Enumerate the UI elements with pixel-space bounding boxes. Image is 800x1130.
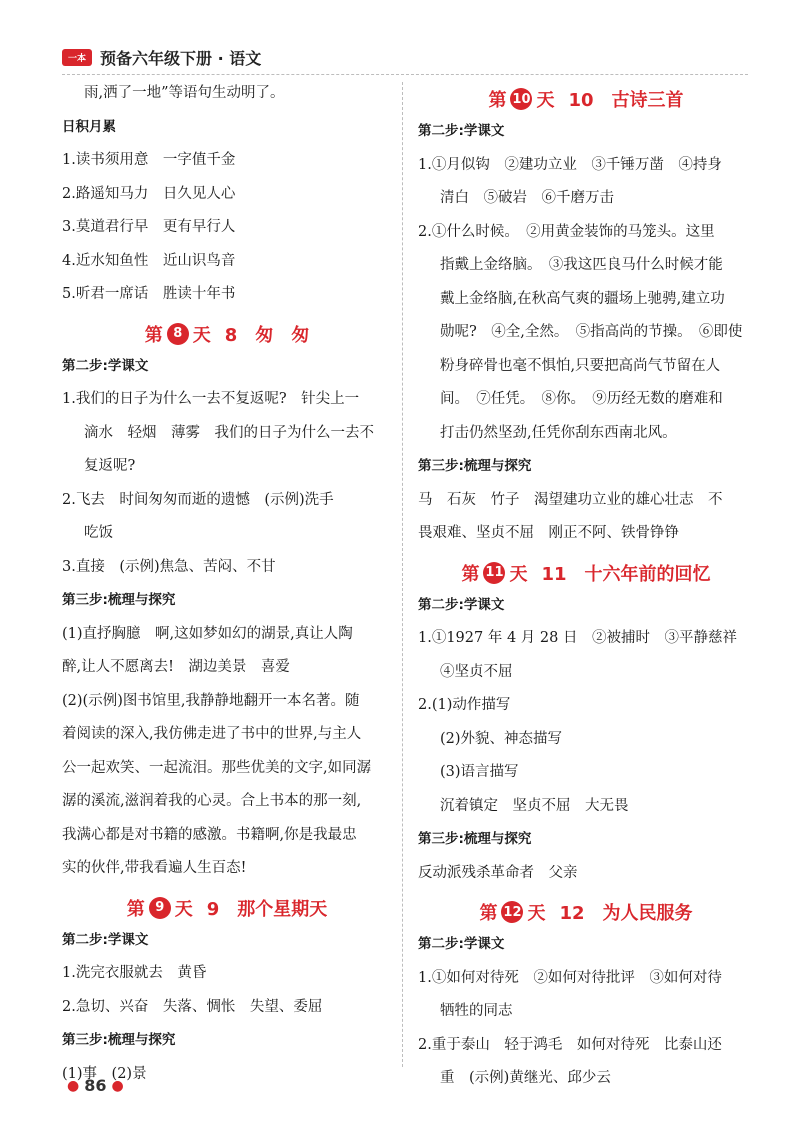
answer-line: 1.①1927 年 4 月 28 日 ②被捕时 ③平静慈祥 <box>418 630 737 646</box>
step-heading: 第三步:梳理与探究 <box>418 831 532 847</box>
step-heading: 第二步:学课文 <box>62 357 149 374</box>
answer-line: 戴上金络脑,在秋高气爽的疆场上驰骋,建立功 <box>440 290 725 307</box>
step-heading: 第三步:梳理与探究 <box>418 458 532 474</box>
answer-line: 2.飞去 时间匆匆而逝的遗憾 (示例)洗手 <box>62 491 334 508</box>
answer-line: 2.路遥知马力 日久见人心 <box>62 185 236 202</box>
day-suffix: 天 <box>509 563 528 585</box>
answer-line: 3.直接 (示例)焦急、苦闷、不甘 <box>62 558 276 575</box>
day-prefix: 第 <box>488 90 507 111</box>
answer-line: 1.①月似钩 ②建功立业 ③千锤万凿 ④持身 <box>418 156 722 173</box>
answer-line: 1.洗完衣服就去 黄昏 <box>62 965 207 981</box>
lesson-title: 8 匆 匆 <box>224 324 310 346</box>
day-11-title <box>418 558 754 588</box>
day-10-title <box>418 84 754 114</box>
answer-line: 勋呢? ④全,全然。 ⑤指高尚的节操。 ⑥即使 <box>440 324 743 340</box>
lesson-title: 9 那个星期天 <box>206 898 328 920</box>
step-heading: 第二步:学课文 <box>418 936 505 952</box>
day-9-title <box>62 893 392 923</box>
day-prefix: 第 <box>479 903 498 924</box>
day-number-badge: 10 <box>510 88 532 110</box>
day-suffix: 天 <box>174 898 193 920</box>
section-heading-riji: 日积月累 <box>62 118 116 135</box>
answer-line: 公一起欢笑、一起流泪。那些优美的文字,如同潺 <box>62 759 372 776</box>
answer-line: (3)语言描写 <box>440 764 519 780</box>
day-number-badge: 9 <box>149 897 171 919</box>
day-suffix: 天 <box>536 90 555 111</box>
answer-line: ④坚贞不屈 <box>440 663 513 680</box>
bullet-dot-icon: ● <box>111 1077 124 1094</box>
answer-line: 4.近水知鱼性 近山识鸟音 <box>62 252 236 269</box>
lesson-title: 12 为人民服务 <box>559 903 693 924</box>
answer-line: 沉着镇定 坚贞不屈 大无畏 <box>440 797 629 814</box>
answer-line: 马 石灰 竹子 渴望建功立业的雄心壮志 不 <box>418 491 723 508</box>
left-column <box>62 84 392 1098</box>
lesson-title: 11 十六年前的回忆 <box>541 563 711 585</box>
answer-line: 2.①什么时候。 ②用黄金装饰的马笼头。这里 <box>418 223 715 240</box>
answer-line: 清白 ⑤破岩 ⑥千磨万击 <box>440 190 614 206</box>
day-prefix: 第 <box>144 324 163 346</box>
answer-line: 2.急切、兴奋 失落、惆怅 失望、委屈 <box>62 998 323 1015</box>
answer-line: 牺牲的同志 <box>440 1003 513 1019</box>
answer-line: 潺的溪流,滋润着我的心灵。合上书本的那一刻, <box>62 793 362 809</box>
day-number-badge: 12 <box>501 901 523 923</box>
answer-line: 3.莫道君行早 更有早行人 <box>62 219 236 235</box>
page-header <box>62 44 261 70</box>
day-number-badge: 8 <box>167 323 189 345</box>
answer-line: 打击仍然坚劲,任凭你刮东西南北风。 <box>440 424 677 441</box>
bullet-dot-icon: ● <box>67 1077 80 1094</box>
page-number: 86 <box>84 1076 107 1095</box>
answer-line: 复返呢? <box>84 458 136 474</box>
day-8-title <box>62 319 392 349</box>
right-column <box>418 84 754 1103</box>
answer-line: 指戴上金络脑。 ③我这匹良马什么时候才能 <box>440 257 723 273</box>
step-heading: 第三步:梳理与探究 <box>62 1032 176 1048</box>
answer-line: 反动派残杀革命者 父亲 <box>418 864 578 881</box>
answer-line: 2.(1)动作描写 <box>418 697 511 713</box>
answer-line: 着阅读的深入,我仿佛走进了书中的世界,与主人 <box>62 726 362 742</box>
answer-line: 醉,让人不愿离去! 湖边美景 喜爱 <box>62 659 290 675</box>
day-suffix: 天 <box>192 324 211 346</box>
step-heading: 第二步:学课文 <box>62 931 149 948</box>
step-heading: 第三步:梳理与探究 <box>62 592 176 608</box>
answer-line: 滴水 轻烟 薄雾 我们的日子为什么一去不 <box>84 424 374 441</box>
answer-line: 实的伙伴,带我看遍人生百态! <box>62 860 247 876</box>
day-number-badge: 11 <box>483 562 505 584</box>
carryover-text: 雨,洒了一地”等语句生动明了。 <box>84 85 285 101</box>
answer-line: 2.重于泰山 轻于鸿毛 如何对待死 比泰山还 <box>418 1036 722 1053</box>
day-12-title <box>418 897 754 927</box>
answer-line: 畏艰难、坚贞不屈 刚正不阿、铁骨铮铮 <box>418 525 679 541</box>
answer-line: (1)事 (2)景 <box>62 1065 147 1082</box>
answer-line: 吃饭 <box>84 525 113 541</box>
step-heading: 第二步:学课文 <box>418 596 505 613</box>
column-divider <box>402 82 403 1067</box>
header-divider <box>62 74 748 75</box>
day-prefix: 第 <box>126 898 145 920</box>
step-heading: 第二步:学课文 <box>418 123 505 139</box>
answer-line: 粉身碎骨也毫不惧怕,只要把高尚气节留在人 <box>440 357 721 374</box>
answer-line: (1)直抒胸臆 啊,这如梦如幻的湖景,真让人陶 <box>62 625 353 642</box>
answer-line: 1.读书须用意 一字值千金 <box>62 152 236 168</box>
answer-line: 1.①如何对待死 ②如何对待批评 ③如何对待 <box>418 969 722 986</box>
answer-line: 间。 ⑦任凭。 ⑧你。 ⑨历经无数的磨难和 <box>440 391 723 407</box>
answer-line: 重 (示例)黄继光、邱少云 <box>440 1070 611 1086</box>
answer-line: 5.听君一席话 胜读十年书 <box>62 286 236 302</box>
lesson-title: 10 古诗三首 <box>568 90 684 111</box>
answer-line: (2)外貌、神态描写 <box>440 730 563 747</box>
answer-line: 我满心都是对书籍的感激。书籍啊,你是我最忠 <box>62 826 357 843</box>
page-footer <box>62 1076 129 1095</box>
answer-line: 1.我们的日子为什么一去不复返呢? 针尖上一 <box>62 391 360 407</box>
answer-line: (2)(示例)图书馆里,我静静地翻开一本名著。随 <box>62 692 360 709</box>
day-prefix: 第 <box>461 563 480 585</box>
brand-logo: 一本 <box>62 49 92 66</box>
day-suffix: 天 <box>527 903 546 924</box>
book-title: 预备六年级下册 · 语文 <box>100 48 262 68</box>
